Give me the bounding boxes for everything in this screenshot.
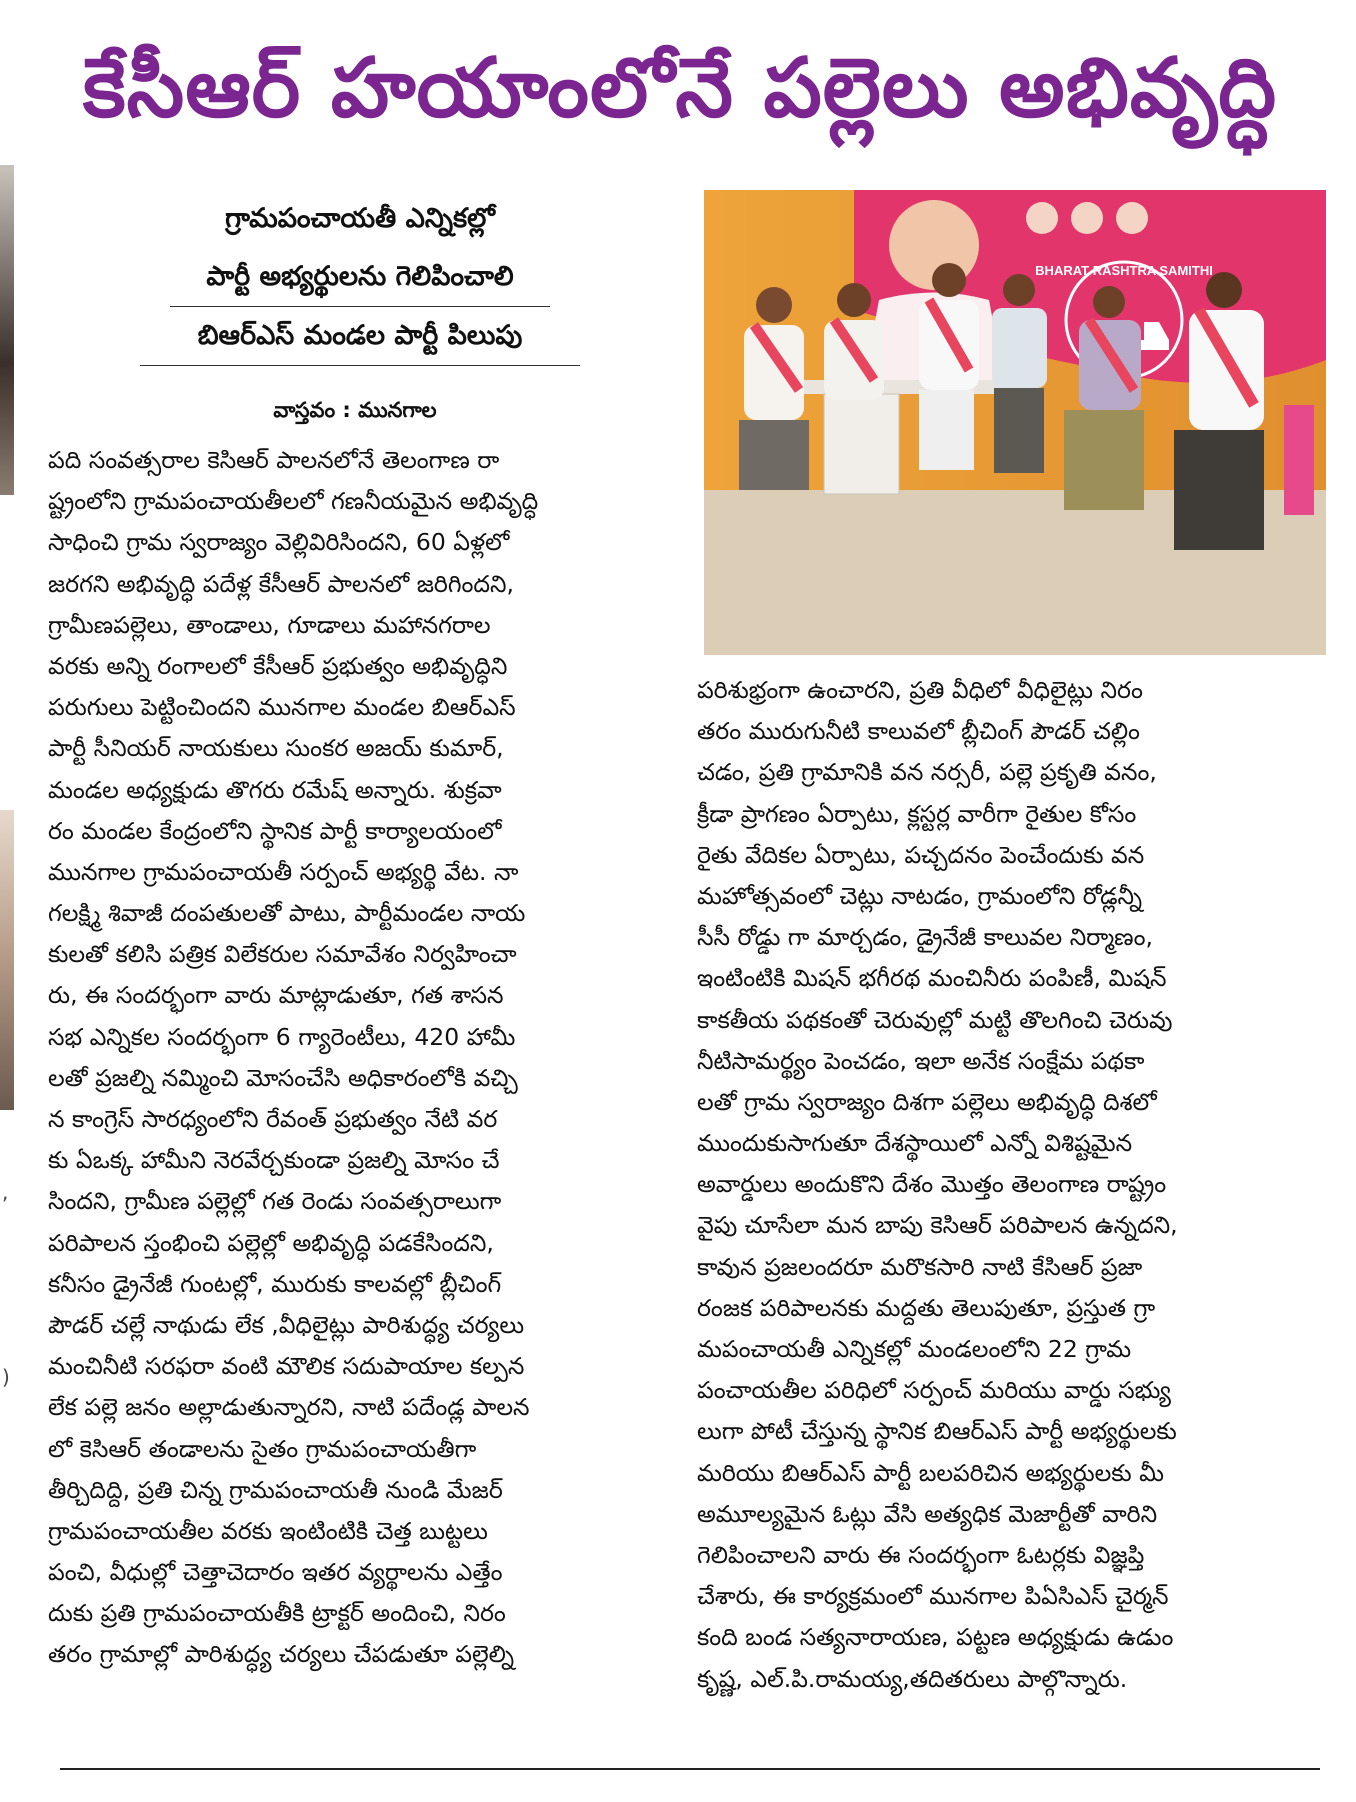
article-line: సభ ఎన్నికల సందర్భంగా 6 గ్యారెంటీలు, 420 హామీ	[48, 1022, 516, 1051]
headline: కేసీఆర్ హయాంలోనే పల్లెలు అభివృద్ధి	[82, 41, 1278, 136]
article-line: తరం మురుగునీటి కాలువలో బ్లీచింగ్ పౌడర్ చల్లిం	[697, 717, 1140, 746]
article-line: అవార్డులు అందుకొని దేశం మొత్తం తెలంగాణ రాష్ట్రం	[697, 1170, 1167, 1199]
article-line: సీసీ రోడ్డు గా మార్చడం, డ్రైనేజీ కాలువల నిర్మాణం,	[697, 923, 1153, 952]
article-line: గెలిపించాలని వారు ఈ సందర్భంగా ఓటర్లకు విజ్ఞప్తి	[697, 1540, 1145, 1569]
article-line: కాకతీయ పథకంతో చెరువుల్లో మట్టి తొలగించి చెరువు	[697, 1005, 1173, 1034]
article-line: పరిపాలన స్తంభించి పల్లెల్లో అభివృద్ధి పడకేసిందని,	[48, 1228, 494, 1257]
article-line: పార్టీ సీనియర్ నాయకులు సుంకర అజయ్ కుమార్,	[48, 734, 504, 763]
article-line: లేక పల్లె జనం అల్లాడుతున్నారని, నాటి పదేండ్ల పాలన	[48, 1393, 530, 1422]
article-line: నీటిసామర్థ్యం పెంచడం, ఇలా అనేక సంక్షేమ పథకా	[697, 1046, 1145, 1075]
article-line: న కాంగ్రెస్ సారధ్యంలోని రేవంత్ ప్రభుత్వం నేటి వర	[48, 1105, 498, 1133]
article-line: జరగని అభివృద్ధి పదేళ్ల కేసీఆర్ పాలనలో జరిగిందని,	[48, 569, 514, 598]
article-line: పౌడర్ చల్లే నాథుడు లేక ,వీధిలైట్లు పారిశుద్ధ్య చర్యలు	[48, 1310, 525, 1339]
article-line: లో కెసిఆర్ తండాలను సైతం గ్రామపంచాయతీగా	[48, 1434, 477, 1463]
article-line: కులతో కలిసి పత్రిక విలేకరుల సమావేశం నిర్వహించా	[48, 940, 517, 969]
article-line: వరకు అన్ని రంగాలలో కేసీఆర్ ప్రభుత్వం అభివృద్ధిని	[48, 651, 508, 680]
article-line: క్రీడా ప్రాగణం ఏర్పాటు, క్లస్టర్ల వారీగా రైతుల కోసం	[697, 799, 1137, 828]
article-line: పంచాయతీల పరిధిలో సర్పంచ్ మరియు వార్డు సభ్యు	[697, 1376, 1171, 1405]
news-photo	[704, 190, 1326, 655]
article-line: గ్రామపంచాయతీల వరకు ఇంటింటికి చెత్త బుట్టలు	[48, 1516, 488, 1545]
article-line: పంచి, వీధుల్లో చెత్తాచెదారం ఇతర వ్యర్థాలను ఎత్తేం	[48, 1558, 503, 1587]
article-line: లతో గ్రామ స్వరాజ్యం దిశగా పల్లెలు అభివృద్ధి దిశలో	[697, 1087, 1157, 1116]
adjacent-photo-edge	[0, 165, 14, 495]
subheading-rule	[140, 365, 580, 366]
small-portrait	[1026, 202, 1058, 234]
small-portrait	[1116, 202, 1148, 234]
article-line: కు ఏఒక్క హామీని నెరవేర్చకుండా ప్రజల్ని మోసం చే	[48, 1146, 500, 1175]
small-portrait	[1071, 202, 1103, 234]
article-line: కంది బండ సత్యనారాయణ, పట్టణ అధ్యక్షుడు ఉడుం	[697, 1623, 1174, 1652]
adjacent-text-edge: )	[2, 1365, 10, 1389]
article-line: గ్రామీణపల్లెలు, తాండాలు, గూడాలు మహానగరాల	[48, 610, 491, 639]
article-line: పరుగులు పెట్టించిందని మునగాల మండల బిఆర్ఎస్	[48, 693, 516, 722]
bottom-rule	[60, 1768, 1320, 1770]
article-line: దుకు ప్రతి గ్రామపంచాయతీకి ట్రాక్టర్ అందించి, నిరం	[48, 1599, 506, 1628]
article-line: రంజక పరిపాలనకు మద్దతు తెలుపుతూ, ప్రస్తుత గ్రా	[697, 1293, 1156, 1322]
article-line: మరియు బిఆర్ఎస్ పార్టీ బలపరిచిన అభ్యర్థులకు మీ	[697, 1458, 1165, 1487]
article-line: చడం, ప్రతి గ్రామానికి వన నర్సరీ, పల్లె ప్రకృతి వనం,	[697, 758, 1157, 787]
article-line: సిందని, గ్రామీణ పల్లెల్లో గత రెండు సంవత్సరాలుగా	[48, 1187, 502, 1216]
article-line: మంచినీటి సరఫరా వంటి మౌలిక సదుపాయాల కల్పన	[48, 1352, 525, 1381]
article-line: కావున ప్రజలందరూ మరొకసారి నాటి కేసిఆర్ ప్రజా	[697, 1252, 1143, 1281]
article-line: తీర్చిదిద్ది, ప్రతి చిన్న గ్రామపంచాయతీ నుండి మేజర్	[48, 1475, 503, 1504]
adjacent-photo-edge	[0, 810, 14, 1110]
chair	[1284, 405, 1314, 515]
article-line: మహోత్సవంలో చెట్లు నాటడం, గ్రామంలోని రోడ్లన్నీ	[697, 881, 1143, 910]
article-right-column	[697, 670, 1323, 1700]
article-line: రైతు వేదికల ఏర్పాటు, పచ్చదనం పెంచేందుకు వన	[697, 840, 1145, 869]
subheading: బిఆర్ఎస్ మండల పార్టీ పిలుపు	[197, 320, 523, 351]
article-line: ష్ట్రంలోని గ్రామపంచాయతీలలో గణనీయమైన అభివృద్ధి	[48, 487, 539, 516]
article-line: సాధించి గ్రామ స్వరాజ్యం వెల్లివిరిసిందని, 60 ఏళ్లలో	[48, 528, 510, 557]
table-cabinet	[824, 394, 899, 494]
article-line: లతో ప్రజల్ని నమ్మించి మోసంచేసి అధికారంలోకి వచ్చి	[48, 1063, 518, 1092]
article-line: కనీసం డ్రైనేజీ గుంటల్లో, మురుకు కాలవల్లో బ్లీచింగ్	[48, 1269, 502, 1298]
article-line: వైపు చూసేలా మన బాపు కెసిఆర్ పరిపాలన ఉన్నదని,	[697, 1211, 1178, 1240]
subheading: గ్రామపంచాయతీ ఎన్నికల్లో	[225, 203, 495, 234]
article-line: రు, ఈ సందర్భంగా వారు మాట్లాడుతూ, గత శాసన	[48, 981, 504, 1010]
adjacent-text-edge: ,	[2, 1180, 9, 1204]
article-line: లుగా పోటీ చేస్తున్న స్థానిక బిఆర్ఎస్ పార్టీ అభ్యర్థులకు	[697, 1417, 1177, 1446]
article-line: మునగాల గ్రామపంచాయతీ సర్పంచ్ అభ్యర్థి వేట. నా	[48, 857, 519, 886]
article-line: అమూల్యమైన ఓట్లు వేసి అత్యధిక మెజార్టీతో వారిని	[697, 1499, 1158, 1528]
article-line: పరిశుభ్రంగా ఉంచారని, ప్రతి వీధిలో వీధిలైట్లు నిరం	[697, 676, 1143, 704]
dateline: వాస్తవం : మునగాల	[273, 398, 437, 422]
article-line: మండల అధ్యక్షుడు తొగరు రమేష్ అన్నారు. శుక్రవా	[48, 775, 502, 804]
article-line: తరం గ్రామాల్లో పారిశుద్ధ్య చర్యలు చేపడుతూ పల్లెల్ని	[48, 1640, 515, 1669]
article-line: పది సంవత్సరాల కెసిఆర్ పాలనలోనే తెలంగాణ రా	[48, 446, 500, 474]
article-line: గలక్ష్మి శివాజీ దంపతులతో పాటు, పార్టీమండల నాయ	[48, 899, 526, 928]
subheadings	[140, 190, 580, 366]
article-line: ముందుకుసాగుతూ దేశస్థాయిలో ఎన్నో విశిష్టమైన	[697, 1129, 1133, 1158]
banner-text: BHARAT RASHTRA SAMITHI	[1035, 263, 1213, 278]
article-line: మపంచాయతీ ఎన్నికల్లో మండలంలోని 22 గ్రామ	[697, 1335, 1132, 1363]
article-line: ఇంటింటికి మిషన్ భగీరథ మంచినీరు పంపిణీ, మిషన్	[697, 964, 1167, 993]
subheading: పార్టీ అభ్యర్థులను గెలిపించాలి	[206, 261, 514, 292]
article-line: చేశారు, ఈ కార్యక్రమంలో మునగాల పిఏసిఎస్ చైర్మన్	[697, 1582, 1169, 1611]
article-line: కృష్ణ, ఎల్.పి.రామయ్య,తదితరులు పాల్గొన్నారు.	[697, 1664, 1128, 1693]
article-line: రం మండల కేంద్రంలోని స్థానిక పార్టీ కార్యాలయంలో	[48, 816, 502, 845]
article-left-column	[48, 440, 668, 1676]
